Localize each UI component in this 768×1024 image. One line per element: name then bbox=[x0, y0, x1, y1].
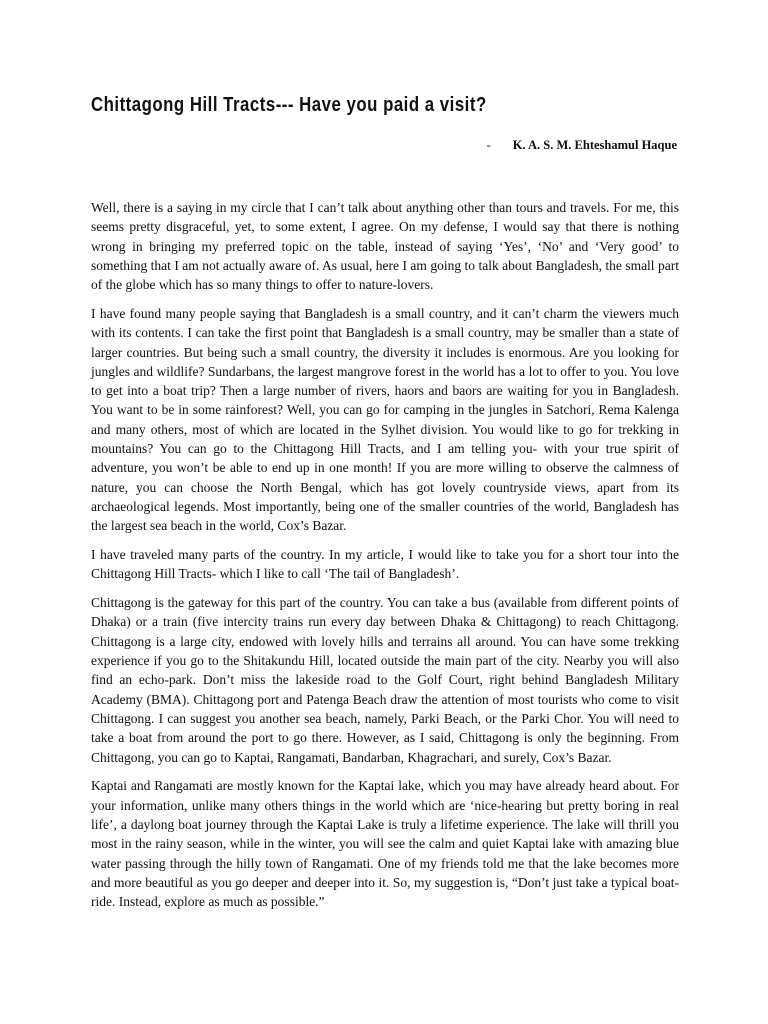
paragraph-3: I have traveled many parts of the country. In my article, I would like to take you for a short tour into the Chittagong Hill Tracts- which I like to call ‘The tail of Bangladesh’. bbox=[91, 547, 679, 582]
paragraph-5: Kaptai and Rangamati are mostly known for the Kaptai lake, which you may have already heard about. For your information, unlike many others things in the world which are ‘nice-hearing but pretty boring in real life’, a daylong boat journey through the Kaptai Lake is truly a lifetime experience. The lake will thrill you most in the rainy season, while in the winter, you will see the calm and quiet Kaptai lake with amazing blue water passing through the hilly town of Rangamati. One of my friends told me that the lake becomes more and more beautiful as you go deeper and deeper into it. So, my suggestion is, “Don’t just take a typical boat-ride. Instead, explore as much as possible.” bbox=[91, 778, 679, 910]
author-name: K. A. S. M. Ehteshamul Haque bbox=[512, 138, 677, 152]
article-body bbox=[91, 198, 679, 921]
paragraph-1: Well, there is a saying in my circle that I can’t talk about anything other than tours and travels. For me, this seems pretty disgraceful, yet, to some extent, I agree. On my defense, I would say that there is nothing wrong in bringing my preferred topic on the table, instead of saying ‘Yes’, ‘No’ and ‘Very good’ to something that I am not actually aware of. As usual, here I am going to talk about Bangladesh, the small part of the globe which has so many things to offer to nature-lovers. bbox=[91, 200, 679, 293]
paragraph-4: Chittagong is the gateway for this part of the country. You can take a bus (available from different points of Dhaka) or a train (five intercity trains run every day between Dhaka & Chittagong) to reach Chittagong. Chittagong is a large city, endowed with lovely hills and terrains all around. You can have some trekking experience if you go to the Shitakundu Hill, located outside the main part of the city. Nearby you will also find an echo-park. Don’t miss the lakeside road to the Golf Court, right behind Bangladesh Military Academy (BMA). Chittagong port and Patenga Beach draw the attention of most tourists who come to visit Chittagong. I can suggest you another sea beach, namely, Parki Beach, or the Parki Chor. You will need to take a boat from around the port to go there. However, as I said, Chittagong is only the beginning. From Chittagong, you can go to Kaptai, Rangamati, Bandarban, Khagrachari, and surely, Cox’s Bazar. bbox=[91, 595, 679, 765]
document-title: Chittagong Hill Tracts--- Have you paid a visit? bbox=[91, 94, 487, 116]
author-byline bbox=[487, 137, 677, 153]
byline-dash: - bbox=[486, 138, 491, 152]
paragraph-2: I have found many people saying that Bangladesh is a small country, and it can’t charm the viewers much with its contents. I can take the first point that Bangladesh is a small country, may be smaller than a state of larger countries. But being such a small country, the diversity it includes is enormous. Are you looking for jungles and wildlife? Sundarbans, the largest mangrove forest in the world has a lot to offer to you. You love to get into a boat trip? Then a large number of rivers, haors and baors are waiting for you in Bangladesh. You want to be in some rainforest? Well, you can go for camping in the jungles in Satchori, Rema Kalenga and many others, most of which are located in the Sylhet division. You would like to go for trekking in mountains? You can go to the Chittagong Hill Tracts, and I am telling you- with your true spirit of adventure, you won’t be able to end up in one month! If you are more willing to observe the calmness of nature, you can choose the North Bengal, which has got lovely countryside views, apart from its archaeological legends. Most importantly, being one of the smaller countries of the world, Bangladesh has the largest sea beach in the world, Cox’s Bazar. bbox=[91, 305, 679, 534]
